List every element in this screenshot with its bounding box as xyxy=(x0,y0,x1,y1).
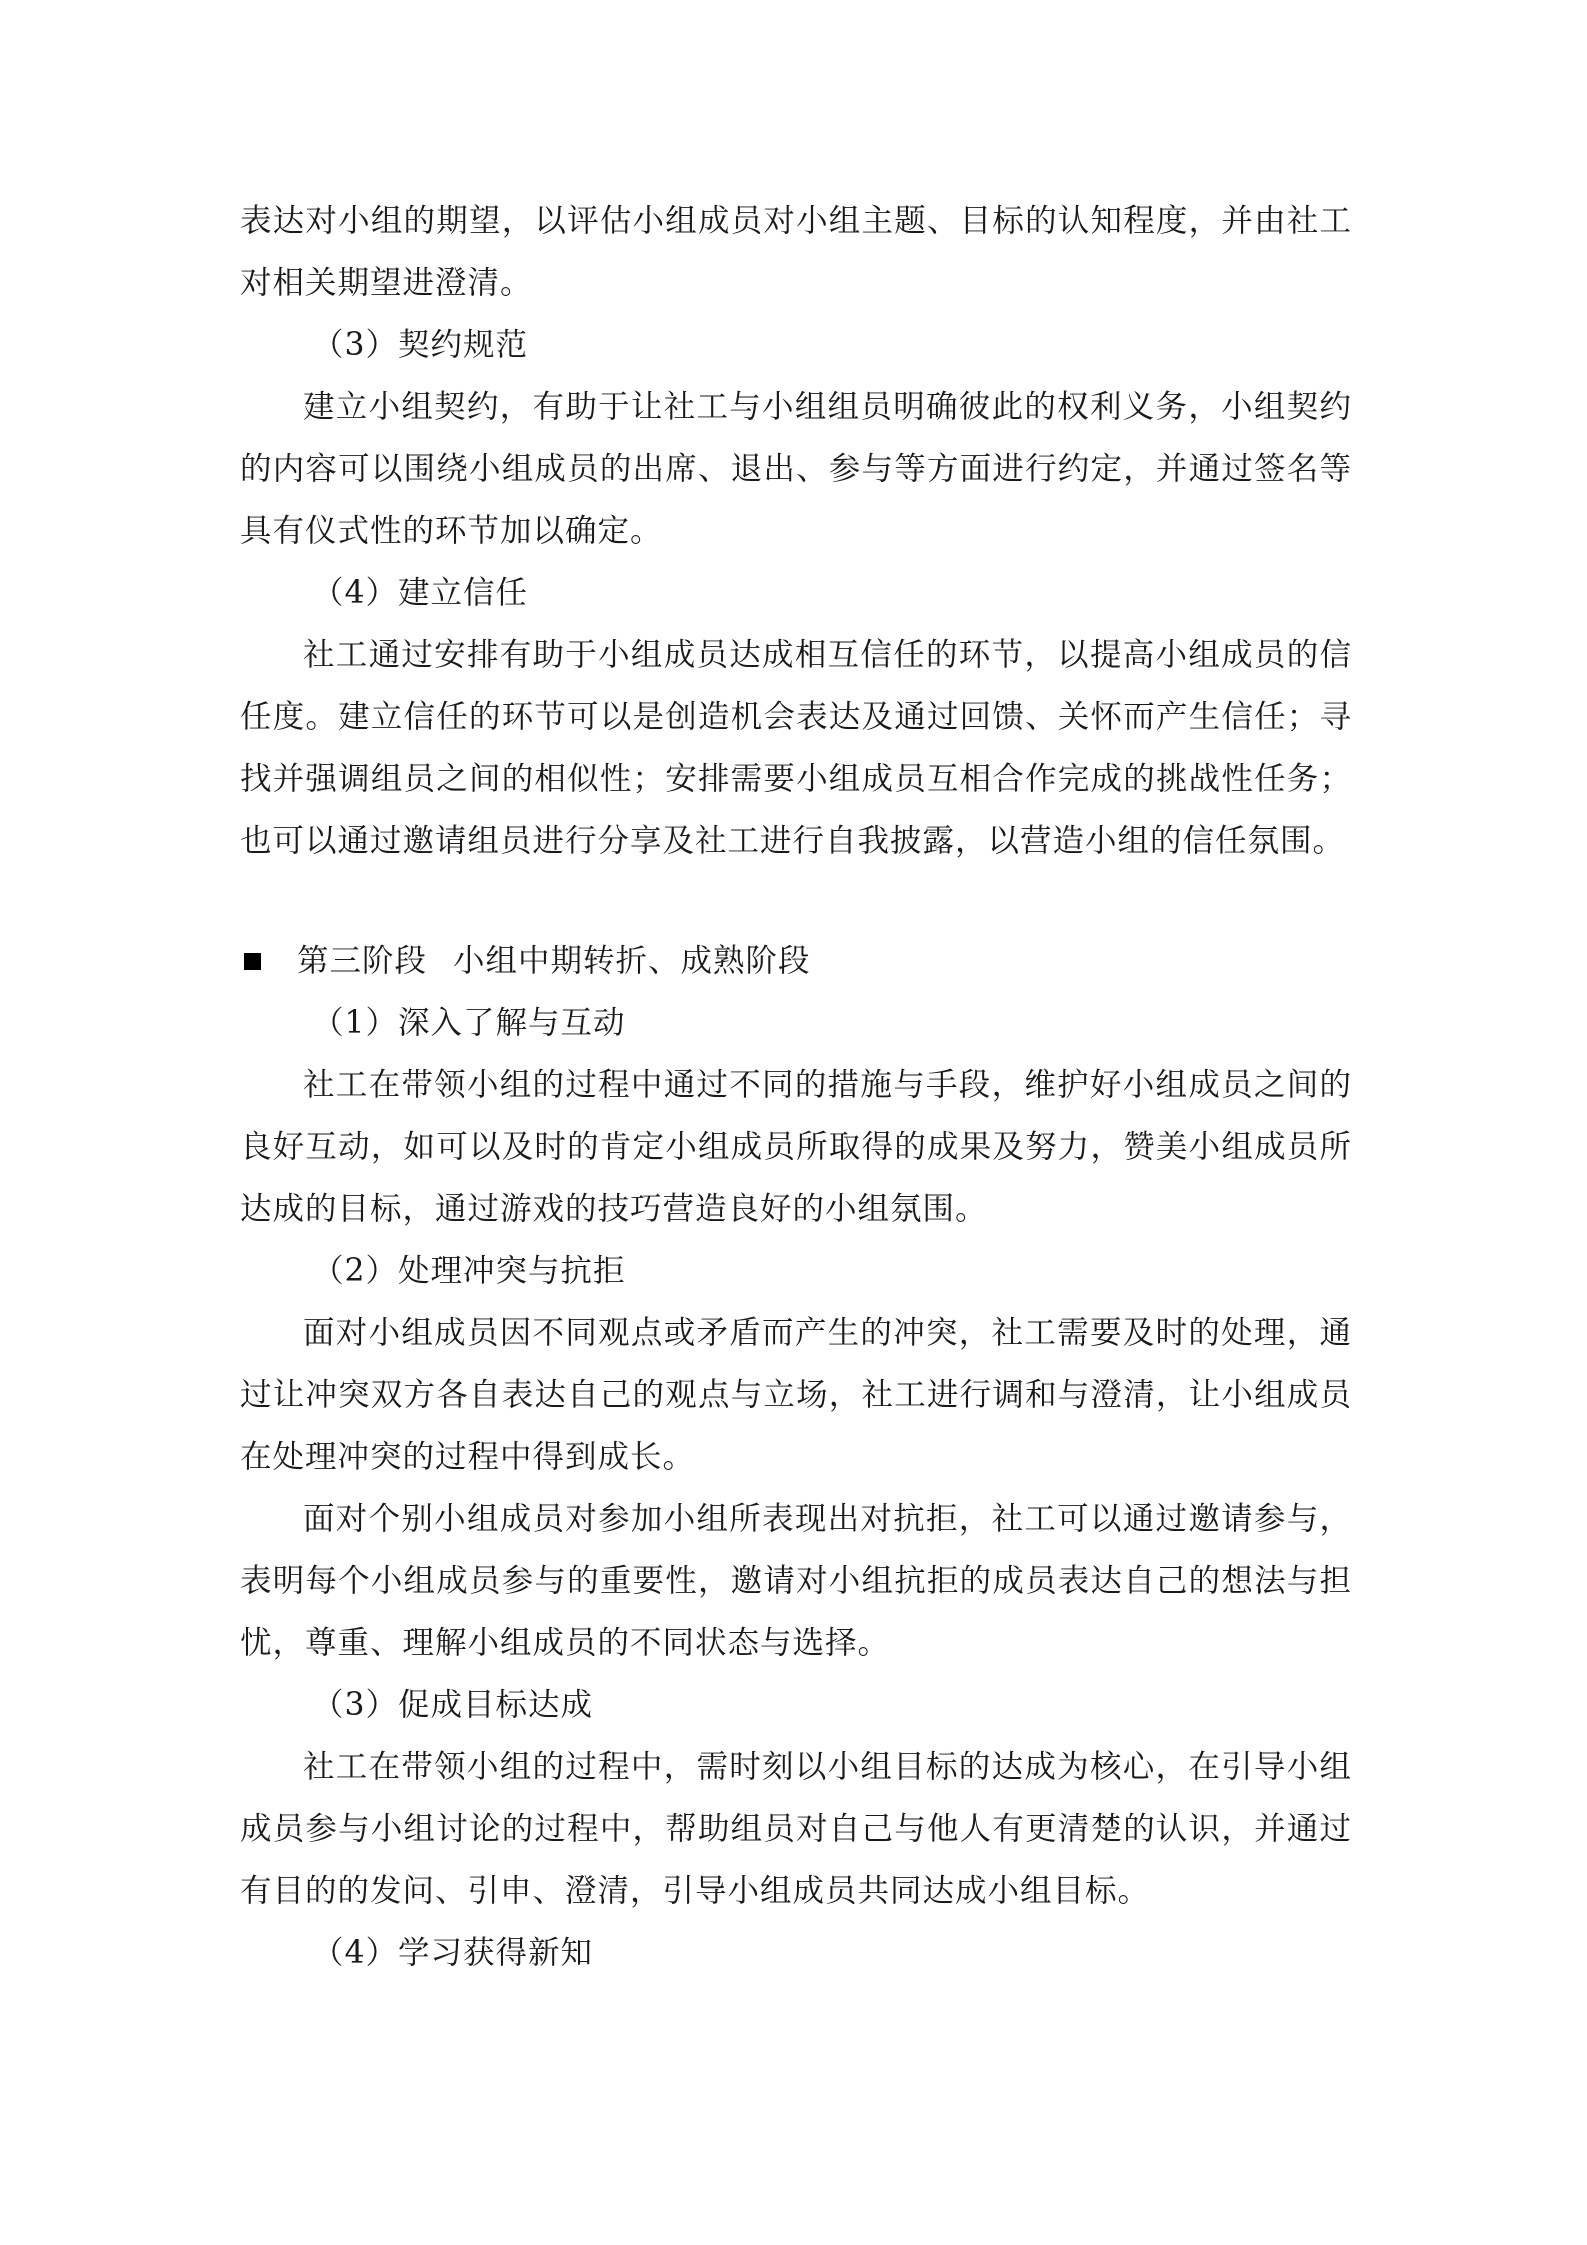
black-square-bullet-icon xyxy=(244,953,261,970)
item-4-body: 社工通过安排有助于小组成员达成相互信任的环节，以提高小组成员的信任度。建立信任的环节可以是创造机会表达及通过回馈、关怀而产生信任；寻找并强调组员之间的相似性；安排需要小组成员互相合作完成的挑战性任务；也可以通过邀请组员进行分享及社工进行自我披露，以营造小组的信任氛围。 xyxy=(240,637,1352,859)
s3-item-3-body: 社工在带领小组的过程中，需时刻以小组目标的达成为核心，在引导小组成员参与小组讨论的过程中，帮助组员对自己与他人有更清楚的认识，并通过有目的的发问、引申、澄清，引导小组成员共同达成小组目标。 xyxy=(240,1749,1352,1909)
item-3-body: 建立小组契约，有助于让社工与小组组员明确彼此的权利义务，小组契约的内容可以围绕小组成员的出席、退出、参与等方面进行约定，并通过签名等具有仪式性的环节加以确定。 xyxy=(240,389,1352,549)
s3-item-1-title: （1）深入了解与互动 xyxy=(312,1005,626,1041)
s3-item-2-body-1: 面对小组成员因不同观点或矛盾而产生的冲突，社工需要及时的处理，通过让冲突双方各自表达自己的观点与立场，社工进行调和与澄清，让小组成员在处理冲突的过程中得到成长。 xyxy=(240,1315,1352,1475)
section-spacer xyxy=(240,872,1352,930)
document-page xyxy=(240,190,1352,1984)
continued-paragraph: 表达对小组的期望，以评估小组成员对小组主题、目标的认知程度，并由社工对相关期望进澄清。 xyxy=(240,203,1352,301)
s3-item-2-title: （2）处理冲突与抗拒 xyxy=(312,1253,626,1289)
item-4-title: （4）建立信任 xyxy=(312,575,529,611)
section-3-stage-title: 小组中期转折、成熟阶段 xyxy=(453,943,811,979)
section-3-stage-label: 第三阶段 xyxy=(297,943,428,979)
section-3-heading xyxy=(240,930,1352,992)
s3-item-4-title: （4）学习获得新知 xyxy=(312,1935,594,1971)
s3-item-2-body-2: 面对个别小组成员对参加小组所表现出对抗拒，社工可以通过邀请参与，表明每个小组成员参与的重要性，邀请对小组抗拒的成员表达自己的想法与担忧，尊重、理解小组成员的不同状态与选择。 xyxy=(240,1501,1352,1661)
item-3-title: （3）契约规范 xyxy=(312,327,529,363)
s3-item-1-body: 社工在带领小组的过程中通过不同的措施与手段，维护好小组成员之间的良好互动，如可以及时的肯定小组成员所取得的成果及努力，赞美小组成员所达成的目标，通过游戏的技巧营造良好的小组氛围。 xyxy=(240,1067,1352,1227)
s3-item-3-title: （3）促成目标达成 xyxy=(312,1687,594,1723)
